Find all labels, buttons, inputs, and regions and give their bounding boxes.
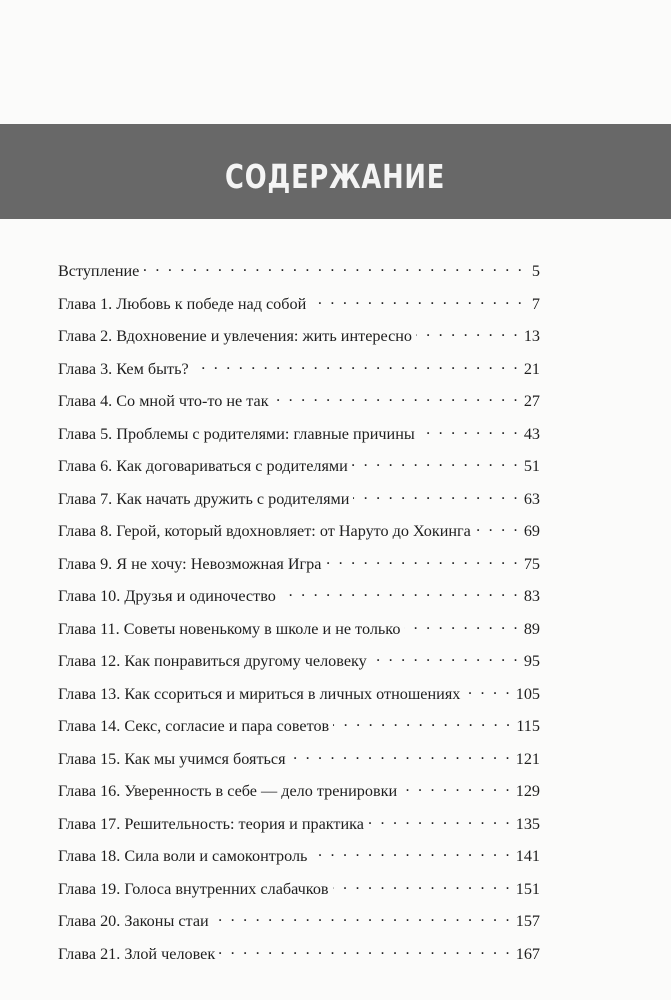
toc-entry-page-number: 151 [515,879,540,898]
toc-entry[interactable] [58,748,540,781]
toc-entry-page-number: 115 [516,717,540,736]
toc-entry[interactable] [58,683,540,716]
toc-dot-leader [352,455,520,471]
toc-entry[interactable] [58,780,540,813]
toc-entry-page-number: 13 [523,327,540,346]
toc-entry[interactable] [58,423,540,456]
toc-entry-title: Глава 18. Сила воли и самоконтроль [58,847,308,866]
toc-dot-leader [193,358,520,374]
toc-entry-title: Глава 12. Как понравиться другому человеку [58,652,367,671]
toc-entry[interactable] [58,358,540,391]
toc-entry-title: Глава 16. Уверенность в себе — дело тренировки [58,782,398,801]
toc-entry-page-number: 7 [531,294,540,313]
toc-entry-title: Глава 8. Герой, который вдохновляет: от Наруто до Хокинга [58,522,471,541]
toc-entry-title: Глава 1. Любовь к победе над собой [58,294,307,313]
toc-entry-page-number: 157 [515,912,540,931]
toc-entry-page-number: 51 [523,457,540,476]
toc-entry-title: Глава 4. Со мной что-то не так [58,392,269,411]
toc-entry-page-number: 21 [523,359,540,378]
toc-entry-title: Глава 10. Друзья и одиночество [58,587,276,606]
toc-dot-leader [401,780,512,796]
toc-dot-leader [464,683,511,699]
toc-entry-page-number: 135 [515,814,540,833]
toc-entry-title: Глава 15. Как мы учимся бояться [58,749,286,768]
toc-entry-title: Глава 17. Решительность: теория и практика [58,814,364,833]
toc-dot-leader [213,910,512,926]
toc-entry[interactable] [58,325,540,358]
toc-entry-page-number: 167 [515,944,540,963]
toc-entry[interactable] [58,488,540,521]
toc-entry-title: Глава 5. Проблемы с родителями: главные причины [58,424,415,443]
toc-dot-leader [404,618,519,634]
toc-entry-title: Глава 7. Как начать дружить с родителями [58,489,350,508]
toc-entry[interactable] [58,943,540,976]
toc-entry[interactable] [58,910,540,943]
toc-entry-title: Глава 13. Как ссориться и мириться в личных отношениях [58,684,461,703]
toc-dot-leader [353,488,519,504]
toc-entry-title: Глава 14. Секс, согласие и пара советов [58,717,330,736]
toc-dot-leader [419,423,520,439]
toc-entry[interactable] [58,715,540,748]
toc-entry-page-number: 63 [523,489,540,508]
toc-entry-title: Вступление [58,262,140,281]
toc-entry-page-number: 121 [515,749,540,768]
toc-dot-leader [325,553,519,569]
toc-dot-leader [368,813,512,829]
toc-entry[interactable] [58,878,540,911]
toc-entry-page-number: 129 [515,782,540,801]
toc-entry[interactable] [58,520,540,553]
contents-header-banner [0,124,671,219]
toc-entry[interactable] [58,618,540,651]
toc-entry-page-number: 69 [523,522,540,541]
toc-dot-leader [143,260,524,276]
toc-entry[interactable] [58,813,540,846]
toc-dot-leader [333,878,512,894]
toc-entry-page-number: 83 [523,587,540,606]
toc-entry[interactable] [58,390,540,423]
toc-entry[interactable] [58,585,540,618]
toc-entry-page-number: 5 [531,262,540,281]
toc-entry[interactable] [58,650,540,683]
toc-dot-leader [311,845,511,861]
toc-dot-leader [371,650,520,666]
toc-dot-leader [310,293,524,309]
toc-entry-page-number: 43 [523,424,540,443]
toc-entry-title: Глава 9. Я не хочу: Невозможная Игра [58,554,322,573]
toc-entry[interactable] [58,455,540,488]
toc-entry-title: Глава 21. Злой человек [58,944,216,963]
toc-entry-page-number: 89 [523,619,540,638]
toc-entry-page-number: 95 [523,652,540,671]
toc-dot-leader [280,585,520,601]
toc-entry-title: Глава 11. Советы новенькому в школе и не только [58,619,401,638]
toc-dot-leader [475,520,520,536]
toc-entry-page-number: 141 [515,847,540,866]
toc-entry-title: Глава 6. Как договариваться с родителями [58,457,348,476]
toc-dot-leader [273,390,520,406]
toc-entry-page-number: 27 [523,392,540,411]
toc-entry[interactable] [58,293,540,326]
toc-entry[interactable] [58,260,540,293]
table-of-contents [58,260,540,975]
toc-entry-page-number: 75 [523,554,540,573]
toc-dot-leader [333,715,512,731]
toc-entry[interactable] [58,553,540,586]
toc-entry-title: Глава 2. Вдохновение и увлечения: жить интересно [58,327,413,346]
toc-entry-title: Глава 20. Законы стаи [58,912,209,931]
toc-entry[interactable] [58,845,540,878]
toc-entry-title: Глава 3. Кем быть? [58,359,189,378]
toc-entry-title: Глава 19. Голоса внутренних слабачков [58,879,329,898]
toc-dot-leader [416,325,520,341]
toc-dot-leader [290,748,512,764]
toc-entry-page-number: 105 [515,684,540,703]
contents-heading: СОДЕРЖАНИЕ [225,157,446,196]
toc-dot-leader [219,943,512,959]
